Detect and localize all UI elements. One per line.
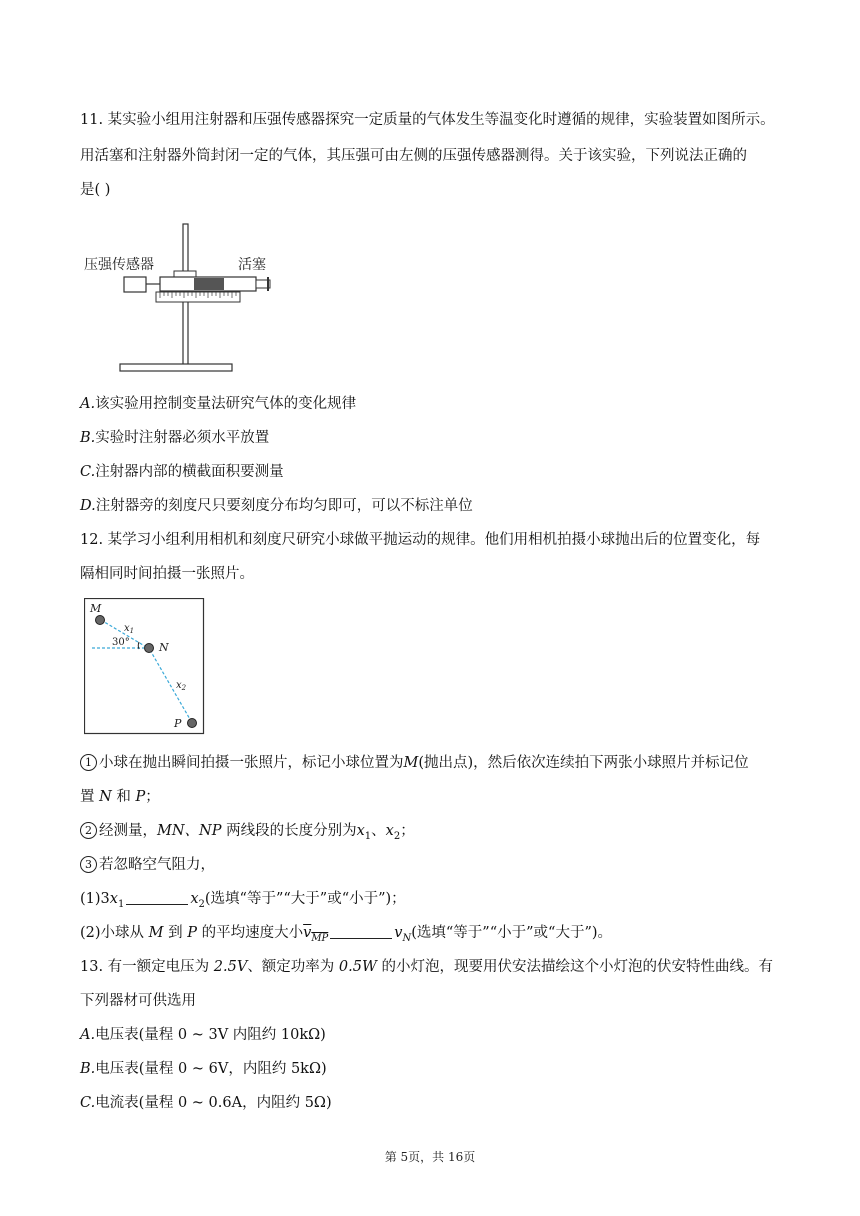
pressure-sensor-label: 压强传感器: [84, 257, 154, 273]
q12-subquestion-2: (2)小球从 M 到 P 的平均速度大小$v_{MP}$ $v_N$(选填“等于”“小于”或“大于”)。: [80, 925, 613, 944]
q12-stem-line-1: 12. 某学习小组利用相机和刻度尺研究小球做平抛运动的规律。他们用相机拍摄小球抛出后的位置变化，每: [80, 532, 761, 548]
q11-stem-line-2: 用活塞和注射器外筒封闭一定的气体，其压强可由左侧的压强传感器测得。关于该实验，下列说法正确的: [80, 148, 747, 164]
q13-option-b: B.电压表(量程 0 ~ 6V，内阻约 5kΩ): [80, 1061, 327, 1077]
syringe-apparatus-figure: [82, 222, 282, 374]
answer-blank-1[interactable]: [126, 890, 188, 905]
piston-label: 活塞: [238, 257, 266, 273]
q12-step-3: 3 若忽略空气阻力，: [80, 854, 215, 876]
q13-stem-line-2: 下列器材可供选用: [80, 993, 196, 1009]
q12-step-2: 2 经测量，MN、NP 两线段的长度分别为$x_1$、$x_2$；: [80, 820, 415, 848]
q12-subquestion-1: $(1)3x_1$ $x_2$(选填“等于”“大于”或“小于”)；: [80, 891, 406, 910]
q13-option-a: A.电压表(量程 0 ~ 3V 内阻约 10kΩ): [80, 1027, 326, 1043]
q13-option-c: C.电流表(量程 0 ~ 0.6A，内阻约 5Ω): [80, 1095, 332, 1111]
label-M: M: [90, 602, 102, 615]
label-x2: $x_2$: [176, 680, 187, 692]
label-N: N: [159, 641, 169, 654]
q12-step-1-line-2: 置 N 和 P；: [80, 789, 160, 805]
q11-option-c: C.注射器内部的横截面积要测量: [80, 464, 284, 480]
q13-stem-line-1: 13. 有一额定电压为 2.5V、额定功率为 0.5W 的小灯泡，现要用伏安法描绘这个小灯泡的伏安特性曲线。有: [80, 959, 773, 975]
answer-blank-2[interactable]: [330, 924, 392, 939]
q11-option-a: A.该实验用控制变量法研究气体的变化规律: [80, 396, 357, 412]
q11-option-d: D.注射器旁的刻度尺只要刻度分布均匀即可，可以不标注单位: [80, 498, 473, 514]
q12-stem-line-2: 隔相同时间拍摄一张照片。: [80, 566, 254, 582]
page-footer: 第 5页，共 16页: [384, 1150, 476, 1164]
q11-stem-line-3: 是( ): [80, 182, 111, 198]
angle-label: 30°: [112, 637, 130, 648]
q11-stem-line-1: 11. 某实验小组用注射器和压强传感器探究一定质量的气体发生等温变化时遵循的规律，实验装置如图所示。: [80, 112, 775, 128]
label-P: P: [174, 717, 182, 730]
q12-step-1-line-1: 1 小球在抛出瞬间拍摄一张照片，标记小球位置为M(抛出点)，然后依次连续拍下两张小球照片并标记位: [80, 752, 749, 774]
label-x1: $x_1$: [124, 623, 135, 635]
projectile-photo-figure: [84, 598, 206, 736]
q11-option-b: B.实验时注射器必须水平放置: [80, 430, 270, 446]
